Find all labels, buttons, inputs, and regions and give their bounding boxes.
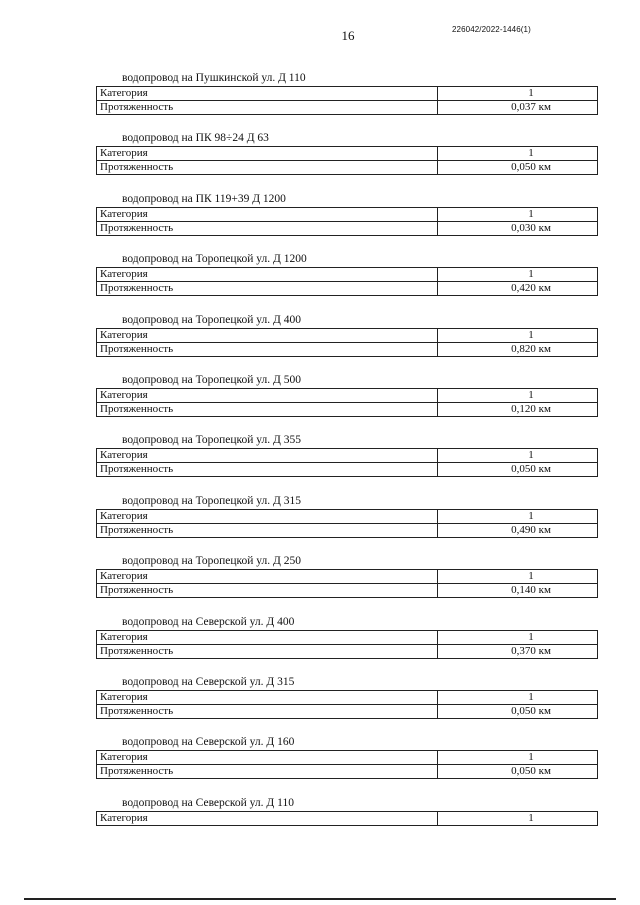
row-value: 0,037 км — [438, 101, 598, 115]
row-value: 1 — [438, 690, 598, 704]
table-row — [97, 449, 598, 463]
row-value: 0,050 км — [438, 704, 598, 718]
table-row — [97, 101, 598, 115]
row-label: Категория — [97, 811, 438, 825]
section-title: водопровод на Торопецкой ул. Д 355 — [122, 434, 301, 447]
pipeline-section — [0, 70, 640, 130]
row-value: 1 — [438, 147, 598, 161]
table-row — [97, 161, 598, 175]
row-value: 0,140 км — [438, 584, 598, 598]
table-row — [97, 765, 598, 779]
section-title: водопровод на Торопецкой ул. Д 400 — [122, 313, 301, 326]
row-label: Протяженность — [97, 523, 438, 537]
row-value: 0,050 км — [438, 161, 598, 175]
table-row — [97, 509, 598, 523]
properties-table — [96, 811, 598, 826]
table-row — [97, 751, 598, 765]
table-row — [97, 87, 598, 101]
table-row — [97, 388, 598, 402]
row-value: 1 — [438, 449, 598, 463]
properties-table — [96, 86, 598, 115]
properties-table — [96, 207, 598, 236]
row-label: Категория — [97, 449, 438, 463]
row-label: Протяженность — [97, 584, 438, 598]
properties-table — [96, 690, 598, 719]
row-label: Категория — [97, 570, 438, 584]
table-row — [97, 147, 598, 161]
row-label: Протяженность — [97, 101, 438, 115]
row-label: Протяженность — [97, 765, 438, 779]
properties-table — [96, 388, 598, 417]
properties-table — [96, 146, 598, 175]
row-value: 0,370 км — [438, 644, 598, 658]
properties-table — [96, 750, 598, 779]
properties-table — [96, 509, 598, 538]
row-label: Категория — [97, 751, 438, 765]
row-label: Протяженность — [97, 463, 438, 477]
table-row — [97, 328, 598, 342]
pipeline-section — [0, 493, 640, 553]
row-value: 0,420 км — [438, 282, 598, 296]
row-label: Категория — [97, 207, 438, 221]
section-title: водопровод на Торопецкой ул. Д 250 — [122, 555, 301, 568]
row-label: Категория — [97, 630, 438, 644]
row-label: Категория — [97, 147, 438, 161]
section-title: водопровод на Торопецкой ул. Д 315 — [122, 494, 301, 507]
pipeline-section — [0, 795, 640, 855]
table-row — [97, 207, 598, 221]
pipeline-section — [0, 312, 640, 372]
row-value: 0,030 км — [438, 221, 598, 235]
document-id: 226042/2022-1446(1) — [452, 25, 531, 34]
pipeline-section — [0, 553, 640, 613]
table-row — [97, 704, 598, 718]
table-row — [97, 268, 598, 282]
row-value: 1 — [438, 328, 598, 342]
properties-table — [96, 328, 598, 357]
row-value: 0,120 км — [438, 402, 598, 416]
table-row — [97, 811, 598, 825]
properties-table — [96, 569, 598, 598]
bottom-divider — [24, 898, 616, 900]
pipeline-section — [0, 130, 640, 190]
row-label: Протяженность — [97, 644, 438, 658]
table-row — [97, 221, 598, 235]
row-label: Протяженность — [97, 282, 438, 296]
pipeline-section — [0, 372, 640, 432]
table-row — [97, 402, 598, 416]
section-title: водопровод на ПК 98÷24 Д 63 — [122, 132, 269, 145]
row-value: 1 — [438, 268, 598, 282]
pipeline-section — [0, 432, 640, 492]
properties-table — [96, 448, 598, 477]
row-label: Протяженность — [97, 161, 438, 175]
table-row — [97, 690, 598, 704]
table-row — [97, 584, 598, 598]
row-value: 1 — [438, 811, 598, 825]
table-row — [97, 570, 598, 584]
row-label: Протяженность — [97, 342, 438, 356]
page-number: 16 — [341, 28, 355, 43]
section-title: водопровод на ПК 119+39 Д 1200 — [122, 192, 286, 205]
row-value: 0,050 км — [438, 765, 598, 779]
table-row — [97, 463, 598, 477]
section-title: водопровод на Пушкинской ул. Д 110 — [122, 72, 306, 84]
pipeline-section — [0, 734, 640, 794]
row-value: 0,490 км — [438, 523, 598, 537]
table-row — [97, 342, 598, 356]
table-row — [97, 282, 598, 296]
row-value: 0,050 км — [438, 463, 598, 477]
row-value: 1 — [438, 207, 598, 221]
row-value: 1 — [438, 630, 598, 644]
pipeline-section — [0, 614, 640, 674]
section-title: водопровод на Северской ул. Д 160 — [122, 736, 295, 749]
pipeline-section — [0, 191, 640, 251]
section-title: водопровод на Северской ул. Д 400 — [122, 615, 295, 628]
section-title: водопровод на Торопецкой ул. Д 500 — [122, 373, 301, 386]
row-value: 0,820 км — [438, 342, 598, 356]
row-label: Категория — [97, 87, 438, 101]
row-label: Протяженность — [97, 704, 438, 718]
section-title: водопровод на Торопецкой ул. Д 1200 — [122, 253, 307, 266]
row-label: Категория — [97, 268, 438, 282]
section-title: водопровод на Северской ул. Д 110 — [122, 796, 294, 809]
table-row — [97, 630, 598, 644]
table-row — [97, 523, 598, 537]
pipeline-section — [0, 251, 640, 311]
row-label: Протяженность — [97, 402, 438, 416]
row-label: Протяженность — [97, 221, 438, 235]
row-value: 1 — [438, 570, 598, 584]
row-label: Категория — [97, 690, 438, 704]
row-value: 1 — [438, 751, 598, 765]
properties-table — [96, 630, 598, 659]
section-title: водопровод на Северской ул. Д 315 — [122, 675, 295, 688]
row-value: 1 — [438, 388, 598, 402]
row-label: Категория — [97, 388, 438, 402]
row-value: 1 — [438, 509, 598, 523]
pipeline-sections — [0, 70, 640, 855]
row-label: Категория — [97, 328, 438, 342]
properties-table — [96, 267, 598, 296]
table-row — [97, 644, 598, 658]
pipeline-section — [0, 674, 640, 734]
row-value: 1 — [438, 87, 598, 101]
row-label: Категория — [97, 509, 438, 523]
